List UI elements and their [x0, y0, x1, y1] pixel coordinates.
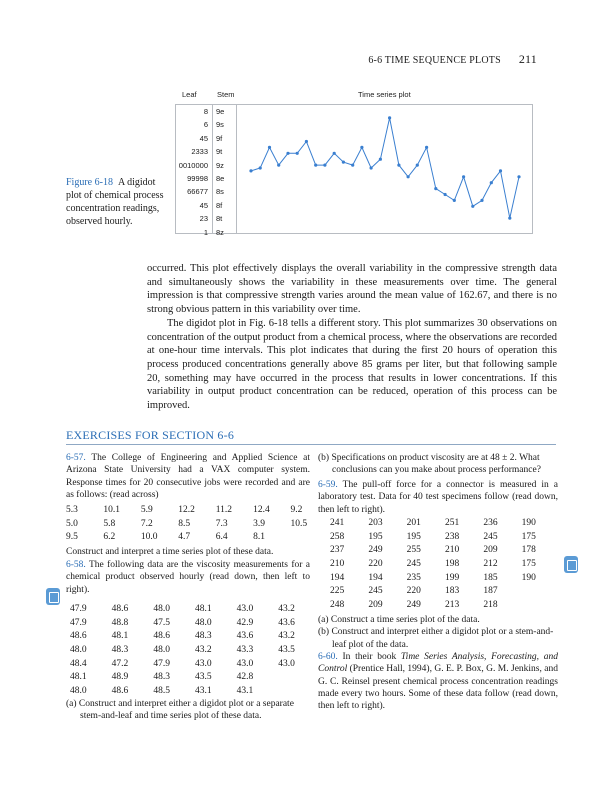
data-point [444, 193, 447, 196]
stem-value: 8e [216, 173, 225, 183]
leaf-value: 23 [199, 214, 208, 224]
table-cell: 48.0 [70, 685, 87, 696]
section-rule [66, 444, 556, 445]
table-cell: 48.6 [111, 603, 129, 614]
table-cell [291, 530, 328, 544]
table-cell: 258 [330, 531, 345, 542]
table-cell: 9.2 [290, 504, 303, 515]
leaf-value: 99998 [187, 173, 208, 183]
data-point [397, 164, 400, 167]
table-cell: 235 [406, 572, 421, 583]
table-cell: 251 [444, 517, 460, 528]
table-cell: 7.3 [215, 518, 228, 529]
data-point [480, 199, 483, 202]
table-cell: 5.9 [140, 504, 153, 515]
table-row [330, 543, 560, 557]
stem-value: 8z [216, 227, 224, 237]
table-cell: 48.3 [153, 672, 170, 683]
table-cell: 209 [368, 599, 383, 610]
table-cell: 48.1 [111, 631, 129, 642]
table-cell: 48.3 [111, 644, 129, 655]
exercise-text: The following data are the viscosity measurements for a chemical product observed hourly (read down, then left to right). [66, 560, 310, 595]
table-cell: 210 [330, 558, 345, 569]
web-resource-icon[interactable] [564, 556, 578, 573]
exercise-text: The pull-off force for a connector is measured in a laboratory test. Data for 40 test specimens follow (read down, then left to right). [318, 480, 558, 515]
table-row [330, 530, 560, 544]
table-cell: 199 [444, 572, 460, 583]
data-point [323, 164, 326, 167]
leaf-value: 8 [203, 107, 208, 116]
table-cell: 10.5 [290, 518, 308, 529]
table-cell: 42.9 [236, 617, 254, 628]
table-cell: 195 [368, 531, 383, 542]
table-row [330, 557, 560, 571]
data-point [425, 146, 428, 149]
table-row [70, 602, 320, 616]
table-cell: 47.5 [153, 617, 170, 628]
stem-value: 9t [216, 147, 223, 157]
exercise-6-58-part-b [318, 452, 558, 477]
table-cell: 48.3 [194, 631, 212, 642]
data-point [286, 152, 289, 155]
table-cell: 12.2 [178, 504, 195, 515]
stem-value: 8s [216, 187, 224, 197]
table-cell: 48.6 [70, 631, 87, 642]
table-row [66, 503, 328, 517]
data-point [462, 175, 465, 178]
exercise-6-59-parts [318, 614, 558, 651]
data-table-6-58 [70, 602, 320, 698]
table-cell: 236 [483, 517, 498, 528]
stem-value: 9z [216, 160, 224, 170]
table-cell: 43.6 [236, 631, 254, 642]
exercise-6-58 [66, 559, 310, 596]
table-cell: 43.1 [236, 685, 254, 696]
table-cell: 220 [406, 586, 421, 597]
exercise-6-60 [318, 651, 558, 712]
table-cell: 212 [483, 558, 498, 569]
data-point [490, 181, 493, 184]
running-head-section: 6-6 TIME SEQUENCE PLOTS [368, 55, 501, 66]
page-number: 211 [518, 52, 537, 66]
table-cell: 47.9 [153, 658, 170, 669]
table-cell: 6.4 [215, 532, 228, 543]
exercise-text: In their book [342, 652, 401, 662]
table-cell: 198 [444, 558, 460, 569]
part-b-text: (b) Construct and interpret either a digidot plot or a stem-and-leaf plot of the data. [318, 627, 554, 650]
table-cell: 209 [483, 545, 498, 556]
data-point [407, 175, 410, 178]
table-cell: 210 [444, 545, 460, 556]
table-cell: 241 [330, 517, 345, 528]
table-cell: 245 [368, 586, 383, 597]
stem-column [213, 105, 235, 239]
leaf-value: 66677 [187, 187, 208, 197]
data-point [342, 161, 345, 164]
book-title: Time Series Analysis, Forecasting, and Control [318, 652, 558, 675]
table-cell: 7.2 [140, 518, 153, 529]
caption-label: Figure 6-18 [66, 177, 113, 188]
table-cell: 190 [521, 572, 536, 583]
table-cell: 43.2 [278, 603, 295, 614]
table-cell: 194 [368, 572, 383, 583]
table-cell: 3.9 [253, 518, 265, 529]
table-row [70, 629, 320, 643]
exercise-6-58-part-a [66, 698, 310, 723]
web-resource-icon[interactable] [46, 588, 60, 605]
table-row [70, 616, 320, 630]
table-cell: 201 [406, 517, 421, 528]
exercise-6-57-task: Construct and interpret a time series plot of these data. [66, 547, 274, 557]
table-cell: 48.0 [194, 617, 212, 628]
data-point [296, 152, 299, 155]
table-cell: 47.2 [111, 658, 129, 669]
table-cell: 48.0 [70, 644, 87, 655]
exercise-6-59 [318, 479, 558, 516]
table-cell: 8.5 [178, 518, 191, 529]
table-cell: 9.5 [66, 532, 78, 543]
table-cell: 48.1 [70, 672, 87, 683]
data-point [268, 146, 271, 149]
table-cell: 8.1 [253, 532, 265, 543]
data-point [517, 175, 520, 178]
exercise-number: 6-57. [66, 453, 86, 463]
exercise-number: 6-60. [318, 652, 338, 662]
plot-title: Time series plot [358, 90, 411, 99]
figure-caption [66, 176, 166, 228]
table-cell: 47.9 [70, 617, 87, 628]
data-point [416, 164, 419, 167]
data-point [471, 205, 474, 208]
caption-text: A digidot plot of chemical process concentration readings, observed hourly. [66, 177, 164, 227]
stem-value: 8f [216, 200, 223, 210]
table-cell: 249 [368, 545, 383, 556]
table-cell: 48.6 [153, 631, 170, 642]
data-point [360, 146, 363, 149]
table-cell: 43.2 [278, 631, 295, 642]
table-cell: 43.5 [278, 644, 295, 655]
data-point [508, 217, 511, 220]
table-cell: 43.0 [236, 603, 254, 614]
table-cell: 43.5 [194, 672, 212, 683]
table-cell: 48.1 [194, 603, 212, 614]
table-cell: 43.1 [194, 685, 212, 696]
table-row [70, 657, 320, 671]
table-cell: 43.0 [278, 658, 295, 669]
table-cell: 48.0 [153, 644, 170, 655]
table-row [330, 516, 560, 530]
table-row [66, 530, 328, 544]
table-cell: 47.9 [70, 603, 87, 614]
exercise-6-57 [66, 452, 310, 501]
table-cell: 5.0 [66, 518, 78, 529]
table-cell: 43.6 [278, 617, 295, 628]
table-cell [522, 584, 560, 598]
table-cell: 218 [483, 599, 498, 610]
table-cell: 245 [406, 558, 421, 569]
table-cell: 187 [483, 586, 498, 597]
data-point [388, 116, 391, 119]
table-cell: 10.0 [140, 532, 158, 543]
stem-value: 9s [216, 120, 224, 130]
data-point [453, 199, 456, 202]
stem-value: 9e [216, 107, 225, 116]
table-cell: 48.6 [111, 685, 129, 696]
table-cell: 42.8 [236, 672, 254, 683]
table-cell: 190 [521, 517, 536, 528]
table-row [66, 517, 328, 531]
table-cell: 238 [444, 531, 460, 542]
data-point [314, 164, 317, 167]
table-cell: 175 [521, 558, 536, 569]
data-point [277, 164, 280, 167]
stem-value: 9f [216, 133, 223, 143]
data-point [434, 187, 437, 190]
table-cell: 10.1 [103, 504, 121, 515]
table-cell: 213 [444, 599, 460, 610]
table-cell: 203 [368, 517, 383, 528]
data-point [379, 158, 382, 161]
exercise-text: (Prentice Hall, 1994), G. E. P. Box, G. M. Jenkins, and G. C. Reinsel present chemical process concentration readings made every two hours. Some of these data follow (read down, then left to right). [318, 664, 558, 712]
table-cell: 12.4 [253, 504, 270, 515]
data-point [333, 152, 336, 155]
table-cell [522, 598, 560, 612]
exercise-number: 6-59. [318, 480, 338, 490]
table-cell: 245 [483, 531, 498, 542]
part-b-text: (b) Specifications on product viscosity are at 48 ± 2. What conclusions can you make about process performance? [318, 453, 541, 476]
table-cell: 43.0 [236, 658, 254, 669]
section-title: EXERCISES FOR SECTION 6-6 [66, 428, 235, 442]
leaf-column [175, 105, 211, 239]
table-row [70, 684, 320, 698]
table-row [70, 643, 320, 657]
table-cell: 185 [483, 572, 498, 583]
table-row [70, 670, 320, 684]
time-series-plot [237, 104, 531, 232]
table-cell: 220 [368, 558, 383, 569]
leaf-value: 0010000 [178, 160, 208, 170]
stem-value: 8t [216, 214, 223, 224]
table-cell: 4.7 [178, 532, 191, 543]
series-line [251, 118, 519, 218]
table-row [330, 598, 560, 612]
data-point [370, 166, 373, 169]
leaf-value: 2333 [191, 147, 208, 157]
leaf-value: 1 [203, 227, 208, 237]
table-cell: 249 [406, 599, 421, 610]
table-cell [278, 670, 320, 684]
table-cell: 194 [330, 572, 345, 583]
stem-header: Stem [217, 90, 235, 99]
leaf-header: Leaf [182, 90, 197, 99]
part-a-text: (a) Construct and interpret either a digidot plot or a separate stem-and-leaf and time series plot of these data. [66, 699, 294, 722]
data-point [351, 164, 354, 167]
table-cell: 183 [444, 586, 460, 597]
data-table-6-57 [66, 503, 328, 544]
data-point [249, 169, 252, 172]
table-cell: 6.2 [103, 532, 116, 543]
paragraph: occurred. This plot effectively displays the overall variability in the compressive strength data and simultaneously shows the variability in these measurements over time. The general impression is that compressive strength varies around the mean value of 162.67, and there is no strong obvious pattern in this variability over time. [147, 263, 557, 316]
table-cell: 48.0 [153, 603, 170, 614]
table-cell: 48.9 [111, 672, 129, 683]
table-cell: 43.3 [236, 644, 254, 655]
leaf-value: 6 [203, 120, 208, 130]
leaf-value: 45 [199, 200, 208, 210]
data-point [259, 166, 262, 169]
table-cell: 5.8 [103, 518, 116, 529]
table-cell: 43.2 [194, 644, 212, 655]
table-cell: 178 [521, 545, 536, 556]
table-cell: 48.8 [111, 617, 129, 628]
table-cell: 195 [406, 531, 421, 542]
data-table-6-59 [330, 516, 560, 612]
table-cell [278, 684, 320, 698]
table-cell: 48.4 [70, 658, 87, 669]
part-a-text: (a) Construct a time series plot of the data. [318, 615, 480, 625]
data-point [305, 140, 308, 143]
table-cell: 248 [330, 599, 345, 610]
body-text [147, 262, 557, 413]
data-point [499, 169, 502, 172]
table-cell: 175 [521, 531, 536, 542]
table-cell: 255 [406, 545, 421, 556]
paragraph: The digidot plot in Fig. 6-18 tells a different story. This plot summarizes 30 observations on concentration of the output product from a chemical process, where the observations are recorded at one-hour time intervals. This plot indicates that during the first 20 hours of operation this process produced concentrations generally above 85 grams per liter, but that following sample 20, something may have occurred in the process that results in lower concentrations. If this variability in output product concentration can be reduced, operation of this process can be improved. [147, 317, 557, 412]
table-cell: 11.2 [215, 504, 232, 515]
running-head [368, 52, 537, 67]
table-cell: 43.0 [194, 658, 212, 669]
exercise-number: 6-58. [66, 560, 86, 570]
leaf-value: 45 [199, 133, 208, 143]
table-cell: 5.3 [66, 504, 78, 515]
table-row [330, 571, 560, 585]
table-cell: 48.5 [153, 685, 170, 696]
exercise-text: The College of Engineering and Applied Science at Arizona State University had a VAX computer system. Response times for 20 consecutive jobs were recorded and are as follows: (read across) [66, 453, 310, 500]
table-cell: 225 [330, 586, 345, 597]
table-cell: 237 [330, 545, 345, 556]
table-row [330, 584, 560, 598]
